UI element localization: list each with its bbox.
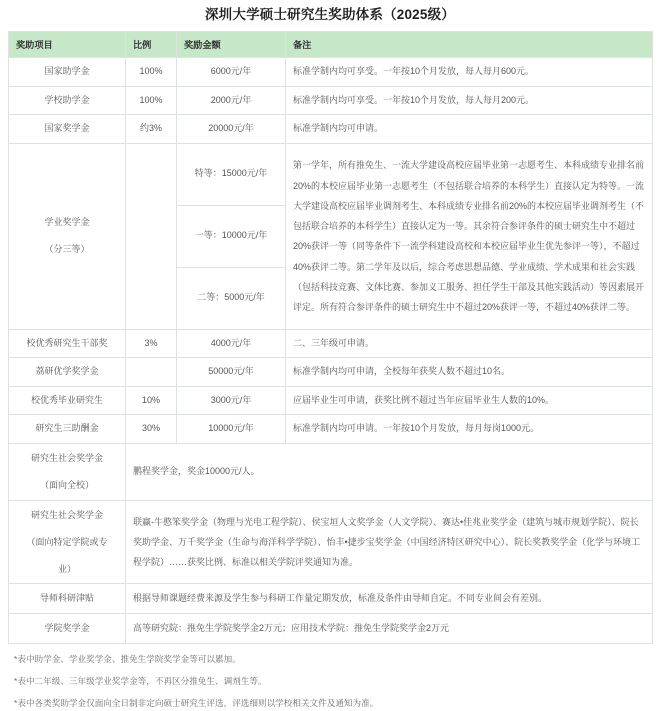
- table-body: [9, 58, 653, 644]
- column-header-item: 奖助项目: [9, 32, 126, 58]
- cell-amount: 4000元/年: [177, 329, 286, 358]
- cell-amount: 20000元/年: [177, 115, 286, 144]
- cell-item-social-scholarship-college: [9, 500, 126, 584]
- award-system-table: [8, 31, 653, 644]
- cell-note: 标准学制内均可申请，全校每年获奖人数不超过10名。: [286, 358, 653, 387]
- cell-amount-tier-first: 一等：10000元/年: [177, 205, 286, 267]
- cell-note: 二、三年级可申请。: [286, 329, 653, 358]
- table-row: [9, 415, 653, 444]
- footnotes: [8, 644, 652, 709]
- social-scholarship-name: 研究生社会奖学金: [30, 453, 103, 464]
- cell-item: 校优秀研究生干部奖: [9, 329, 126, 358]
- cell-item: 研究生三助酬金: [9, 415, 126, 444]
- table-row-advisor-subsidy: [9, 584, 653, 614]
- cell-item: 校优秀毕业研究生: [9, 386, 126, 415]
- column-header-amount: 奖励金额: [177, 32, 286, 58]
- table-row: [9, 115, 653, 144]
- academic-scholarship-name: 学业奖学金: [44, 217, 90, 228]
- cell-ratio: 约3%: [126, 115, 177, 144]
- table-row-academic-scholarship-tier1: [9, 143, 653, 205]
- cell-item: 荔研优学奖学金: [9, 358, 126, 387]
- table-row-social-scholarship-university: [9, 444, 653, 501]
- cell-note: 标准学制内均可享受。一年按10个月发放，每人每月200元。: [286, 86, 653, 115]
- footnote-item: *表中二年级、三年级学业奖学金等，不再区分推免生、调剂生等。: [14, 676, 267, 687]
- cell-note: 应届毕业生可申请，获奖比例不超过当年应届毕业生人数的10%。: [286, 386, 653, 415]
- cell-amount: 6000元/年: [177, 58, 286, 87]
- cell-item-college-scholarship: 学院奖学金: [9, 614, 126, 644]
- cell-item-academic-scholarship: [9, 143, 126, 329]
- cell-note: 标准学制内均可享受。一年按10个月发放，每人每月600元。: [286, 58, 653, 87]
- cell-ratio: 30%: [126, 415, 177, 444]
- table-row: [9, 358, 653, 387]
- cell-note: 标准学制内均可申请。: [286, 115, 653, 144]
- social-scholarship-college-name: 研究生社会奖学金: [30, 509, 103, 520]
- table-row-college-scholarship: [9, 614, 653, 644]
- cell-content-social-scholarship-university: 鹏程奖学金，奖金10000元/人。: [126, 444, 653, 501]
- cell-content-social-scholarship-college: 联赢-牛憨笨奖学金（物理与光电工程学院）、侯宝垣人文奖学金（人文学院）、赛达•佳兆业奖学金（建筑与城市规划学院）、院长奖助学金、万千奖学金（生命与海洋科学学院）、怡丰•捷步宝奖学金（中国经济特区研究中心）、院长奖教奖学金（化学与环境工程学院）……获奖比例、标准以相关学院评奖通知为准。: [126, 500, 653, 584]
- social-scholarship-college-scope: （面向特定学院或专: [26, 536, 108, 547]
- column-header-note: 备注: [286, 32, 653, 58]
- footnote-item: *表中各类奖助学金仅面向全日制非定向硕士研究生评选，评选细则以学校相关文件及通知为准。: [14, 697, 379, 708]
- table-header: [9, 32, 653, 58]
- cell-amount-tier-special: 特等：15000元/年: [177, 143, 286, 205]
- cell-ratio: 100%: [126, 86, 177, 115]
- page-title: 深圳大学硕士研究生奖助体系（2025级）: [204, 7, 456, 22]
- cell-item: 国家助学金: [9, 58, 126, 87]
- social-scholarship-scope: （面向全校）: [39, 479, 94, 490]
- cell-amount: 10000元/年: [177, 415, 286, 444]
- cell-item: 学校助学金: [9, 86, 126, 115]
- academic-scholarship-subtitle: （分三等）: [44, 244, 90, 255]
- cell-ratio-academic-scholarship: [126, 143, 177, 329]
- cell-amount: 50000元/年: [177, 358, 286, 387]
- cell-amount-tier-second: 二等：5000元/年: [177, 267, 286, 329]
- column-header-ratio: 比例: [126, 32, 177, 58]
- table-row: [9, 386, 653, 415]
- cell-content-advisor-subsidy: 根据导师课题经费来源及学生参与科研工作量定期发放，标准及条件由导师自定。不同专业间会有差别。: [126, 584, 653, 614]
- table-header-row: [9, 32, 653, 58]
- cell-item: 国家奖学金: [9, 115, 126, 144]
- footnote-item: *表中助学金、学业奖学金、推免生学院奖学金等可以累加。: [14, 654, 241, 665]
- cell-amount: 3000元/年: [177, 386, 286, 415]
- cell-ratio: 100%: [126, 58, 177, 87]
- cell-ratio: [126, 358, 177, 387]
- cell-note: 标准学制内均可申请。一年按10个月发放，每月每岗1000元。: [286, 415, 653, 444]
- cell-ratio: 10%: [126, 386, 177, 415]
- cell-item-advisor-subsidy: 导师科研津贴: [9, 584, 126, 614]
- cell-amount: 2000元/年: [177, 86, 286, 115]
- table-row: [9, 58, 653, 87]
- table-row: [9, 329, 653, 358]
- cell-content-college-scholarship: 高等研究院：推免生学院奖学金2万元；应用技术学院：推免生学院奖学金2万元: [126, 614, 653, 644]
- table-row: [9, 86, 653, 115]
- cell-note-academic-scholarship: 第一学年，所有推免生、一流大学建设高校应届毕业第一志愿考生、本科成绩专业排名前20%的本校应届毕业第一志愿考生（不包括联合培养的本科学生）直接认定为特等。一流大学建设高校应届毕业调剂考生、本科成绩专业排名前20%的本校应届毕业调剂考生（不包括联合培养的本科学生）直接认定为一等。其余符合参评条件的硕士研究生中不超过20%获评一等（同等条件下一流学科建设高校和本校应届毕业生优先参评一等），不超过40%获评二等。第二学年及以后，综合考虑思想品德、学业成绩、学术成果和社会实践（包括科技竞赛、文体比赛、参加义工服务、担任学生干部及其他实践活动）等因素展开评定。所有符合参评条件的硕士研究生中不超过20%获评一等，不超过40%获评二等。: [286, 143, 653, 329]
- cell-item-social-scholarship-university: [9, 444, 126, 501]
- table-row-social-scholarship-college: [9, 500, 653, 584]
- social-scholarship-college-scope-cont: 业）: [57, 563, 76, 574]
- cell-ratio: 3%: [126, 329, 177, 358]
